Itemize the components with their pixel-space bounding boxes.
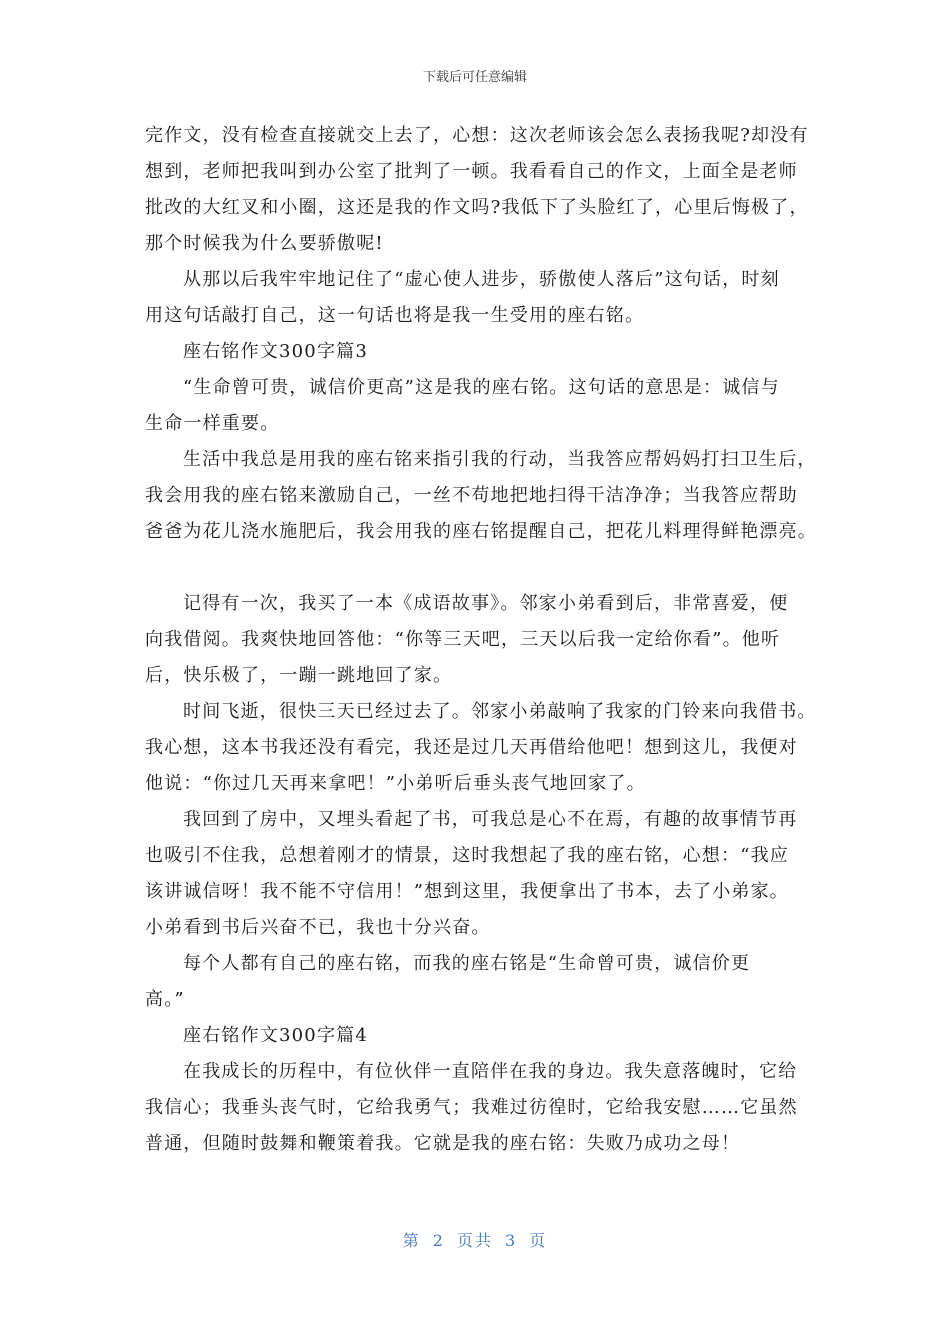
text-line: 生命一样重要。 xyxy=(145,413,280,434)
text-line: 那个时候我为什么要骄傲呢! xyxy=(145,233,384,254)
text-line: 我信心；我垂头丧气时，它给我勇气；我难过彷徨时，它给我安慰……它虽然 xyxy=(145,1097,798,1118)
text-line: “生命曾可贵，诚信价更高”这是我的座右铭。这句话的意思是：诚信与 xyxy=(183,377,780,398)
text-line: 完作文，没有检查直接就交上去了，心想：这次老师该会怎么表扬我呢?却没有 xyxy=(145,125,809,146)
text-line: 小弟看到书后兴奋不已，我也十分兴奋。 xyxy=(145,917,491,938)
text-line: 我回到了房中，又埋头看起了书，可我总是心不在焉，有趣的故事情节再 xyxy=(183,809,798,830)
text-line: 批改的大红叉和小圈，这还是我的作文吗?我低下了头脸红了，心里后悔极了， xyxy=(145,197,809,218)
paragraph-gap xyxy=(145,550,813,586)
text-line: 高。” xyxy=(145,989,185,1010)
text-line: 座右铭作文300字篇3 xyxy=(183,341,369,362)
text-line: 记得有一次，我买了一本《成语故事》。邻家小弟看到后，非常喜爱，便 xyxy=(183,593,789,614)
text-line: 我心想，这本书我还没有看完，我还是过几天再借给他吧！想到这儿，我便对 xyxy=(145,737,798,758)
text-line: 普通，但随时鼓舞和鞭策着我。它就是我的座右铭：失败乃成功之母！ xyxy=(145,1133,741,1154)
text-line: 用这句话敲打自己，这一句话也将是我一生受用的座右铭。 xyxy=(145,305,645,326)
document-body xyxy=(145,118,817,1162)
footer-current-page: 2 xyxy=(432,1231,445,1250)
text-line: 生活中我总是用我的座右铭来指引我的行动，当我答应帮妈妈打扫卫生后， xyxy=(183,449,817,470)
text-line: 向我借阅。我爽快地回答他：“你等三天吧，三天以后我一定给你看”。他听 xyxy=(145,629,781,650)
text-line: 从那以后我牢牢地记住了“虚心使人进步，骄傲使人落后”这句话，时刻 xyxy=(183,269,780,290)
footer-total-pages: 3 xyxy=(505,1231,518,1250)
text-line: 该讲诚信呀！我不能不守信用！”想到这里，我便拿出了书本，去了小弟家。 xyxy=(145,881,789,902)
text-line: 他说：“你过几天再来拿吧！”小弟听后垂头丧气地回家了。 xyxy=(145,773,646,794)
text-line: 爸爸为花儿浇水施肥后，我会用我的座右铭提醒自己，把花儿料理得鲜艳漂亮。 xyxy=(145,521,817,542)
text-line: 座右铭作文300字篇4 xyxy=(183,1025,369,1046)
text-line: 每个人都有自己的座右铭，而我的座右铭是“生命曾可贵，诚信价更 xyxy=(183,953,751,974)
text-line: 后，快乐极了，一蹦一跳地回了家。 xyxy=(145,665,453,686)
page-footer xyxy=(0,1228,950,1251)
text-line: 也吸引不住我，总想着刚才的情景，这时我想起了我的座右铭，心想：“我应 xyxy=(145,845,789,866)
footer-prefix: 第 xyxy=(402,1231,421,1250)
footer-middle: 页共 xyxy=(456,1231,493,1250)
text-line: 时间飞逝，很快三天已经过去了。邻家小弟敲响了我家的门铃来向我借书。 xyxy=(183,701,817,722)
text-line: 我会用我的座右铭来激励自己，一丝不苟地把地扫得干洁净净；当我答应帮助 xyxy=(145,485,798,506)
text-line: 想到，老师把我叫到办公室了批判了一顿。我看看自己的作文，上面全是老师 xyxy=(145,161,798,182)
text-line: 在我成长的历程中，有位伙伴一直陪伴在我的身边。我失意落魄时，它给 xyxy=(183,1061,798,1082)
footer-suffix: 页 xyxy=(529,1231,548,1250)
page-header: 下载后可任意编辑 xyxy=(422,70,527,85)
